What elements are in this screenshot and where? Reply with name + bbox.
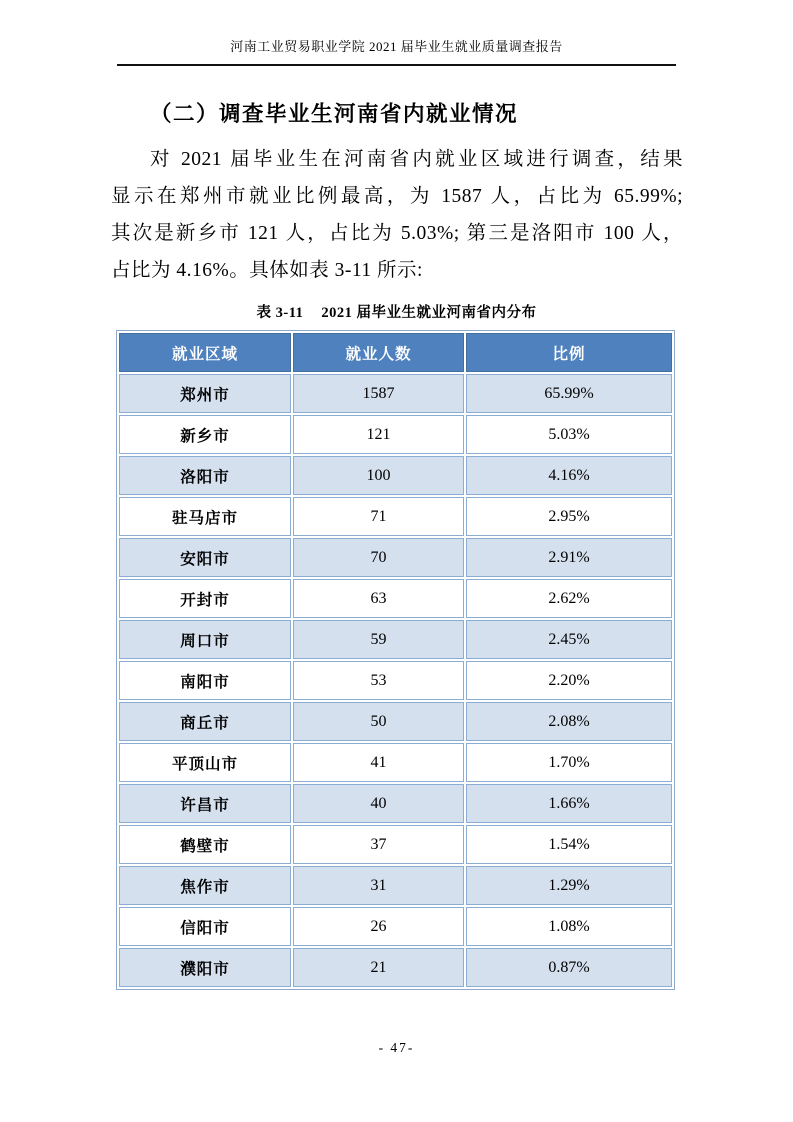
ratio-cell: 65.99% <box>466 374 672 413</box>
paragraph-line: 其次是新乡市 121 人，占比为 5.03%; 第三是洛阳市 100 人， <box>111 223 683 244</box>
table-row <box>119 866 672 905</box>
table-row <box>119 497 672 536</box>
employment-table-body <box>119 374 672 987</box>
table-row <box>119 415 672 454</box>
table-row <box>119 579 672 618</box>
region-cell: 南阳市 <box>119 661 291 700</box>
caption-label: 表 3-11 <box>256 305 304 321</box>
employment-table <box>116 330 675 990</box>
table-row <box>119 538 672 577</box>
count-cell: 70 <box>293 538 464 577</box>
header-cell-ratio: 比例 <box>466 333 672 372</box>
count-cell: 26 <box>293 907 464 946</box>
count-cell: 121 <box>293 415 464 454</box>
ratio-cell: 2.91% <box>466 538 672 577</box>
ratio-cell: 1.08% <box>466 907 672 946</box>
header-cell-region: 就业区域 <box>119 333 291 372</box>
region-cell: 安阳市 <box>119 538 291 577</box>
table-row <box>119 374 672 413</box>
region-cell: 鹤壁市 <box>119 825 291 864</box>
ratio-cell: 2.95% <box>466 497 672 536</box>
region-cell: 许昌市 <box>119 784 291 823</box>
ratio-cell: 2.62% <box>466 579 672 618</box>
ratio-cell: 0.87% <box>466 948 672 987</box>
table-row <box>119 743 672 782</box>
body-paragraph <box>111 141 683 289</box>
ratio-cell: 2.20% <box>466 661 672 700</box>
count-cell: 53 <box>293 661 464 700</box>
region-cell: 平顶山市 <box>119 743 291 782</box>
section-heading: （二）调查毕业生河南省内就业情况 <box>150 102 519 126</box>
table-row <box>119 907 672 946</box>
region-cell: 信阳市 <box>119 907 291 946</box>
count-cell: 100 <box>293 456 464 495</box>
paragraph-line: 占比为 4.16%。具体如表 3-11 所示: <box>111 260 423 281</box>
region-cell: 郑州市 <box>119 374 291 413</box>
region-cell: 濮阳市 <box>119 948 291 987</box>
ratio-cell: 4.16% <box>466 456 672 495</box>
table-row <box>119 661 672 700</box>
table-caption <box>117 301 676 322</box>
table-row <box>119 948 672 987</box>
count-cell: 41 <box>293 743 464 782</box>
region-cell: 周口市 <box>119 620 291 659</box>
count-cell: 40 <box>293 784 464 823</box>
table-row <box>119 456 672 495</box>
page-number: - 47- <box>378 1040 415 1055</box>
region-cell: 新乡市 <box>119 415 291 454</box>
paragraph-line: 显示在郑州市就业比例最高，为 1587 人，占比为 65.99%; <box>111 186 683 207</box>
region-cell: 焦作市 <box>119 866 291 905</box>
region-cell: 洛阳市 <box>119 456 291 495</box>
count-cell: 50 <box>293 702 464 741</box>
ratio-cell: 2.08% <box>466 702 672 741</box>
ratio-cell: 2.45% <box>466 620 672 659</box>
count-cell: 31 <box>293 866 464 905</box>
ratio-cell: 1.54% <box>466 825 672 864</box>
table-row <box>119 784 672 823</box>
ratio-cell: 5.03% <box>466 415 672 454</box>
table-row <box>119 620 672 659</box>
table-row <box>119 702 672 741</box>
count-cell: 37 <box>293 825 464 864</box>
header-title: 河南工业贸易职业学院 2021 届毕业生就业质量调查报告 <box>230 39 563 54</box>
region-cell: 商丘市 <box>119 702 291 741</box>
region-cell: 开封市 <box>119 579 291 618</box>
ratio-cell: 1.29% <box>466 866 672 905</box>
caption-title: 2021 届毕业生就业河南省内分布 <box>321 305 537 321</box>
count-cell: 63 <box>293 579 464 618</box>
paragraph-line: 对 2021 届毕业生在河南省内就业区域进行调查，结果 <box>150 149 683 170</box>
region-cell: 驻马店市 <box>119 497 291 536</box>
count-cell: 1587 <box>293 374 464 413</box>
count-cell: 21 <box>293 948 464 987</box>
count-cell: 59 <box>293 620 464 659</box>
doc-header <box>117 38 676 66</box>
ratio-cell: 1.66% <box>466 784 672 823</box>
ratio-cell: 1.70% <box>466 743 672 782</box>
table-header-row <box>119 333 672 372</box>
header-cell-count: 就业人数 <box>293 333 464 372</box>
page-footer <box>0 1040 793 1056</box>
table-row <box>119 825 672 864</box>
count-cell: 71 <box>293 497 464 536</box>
